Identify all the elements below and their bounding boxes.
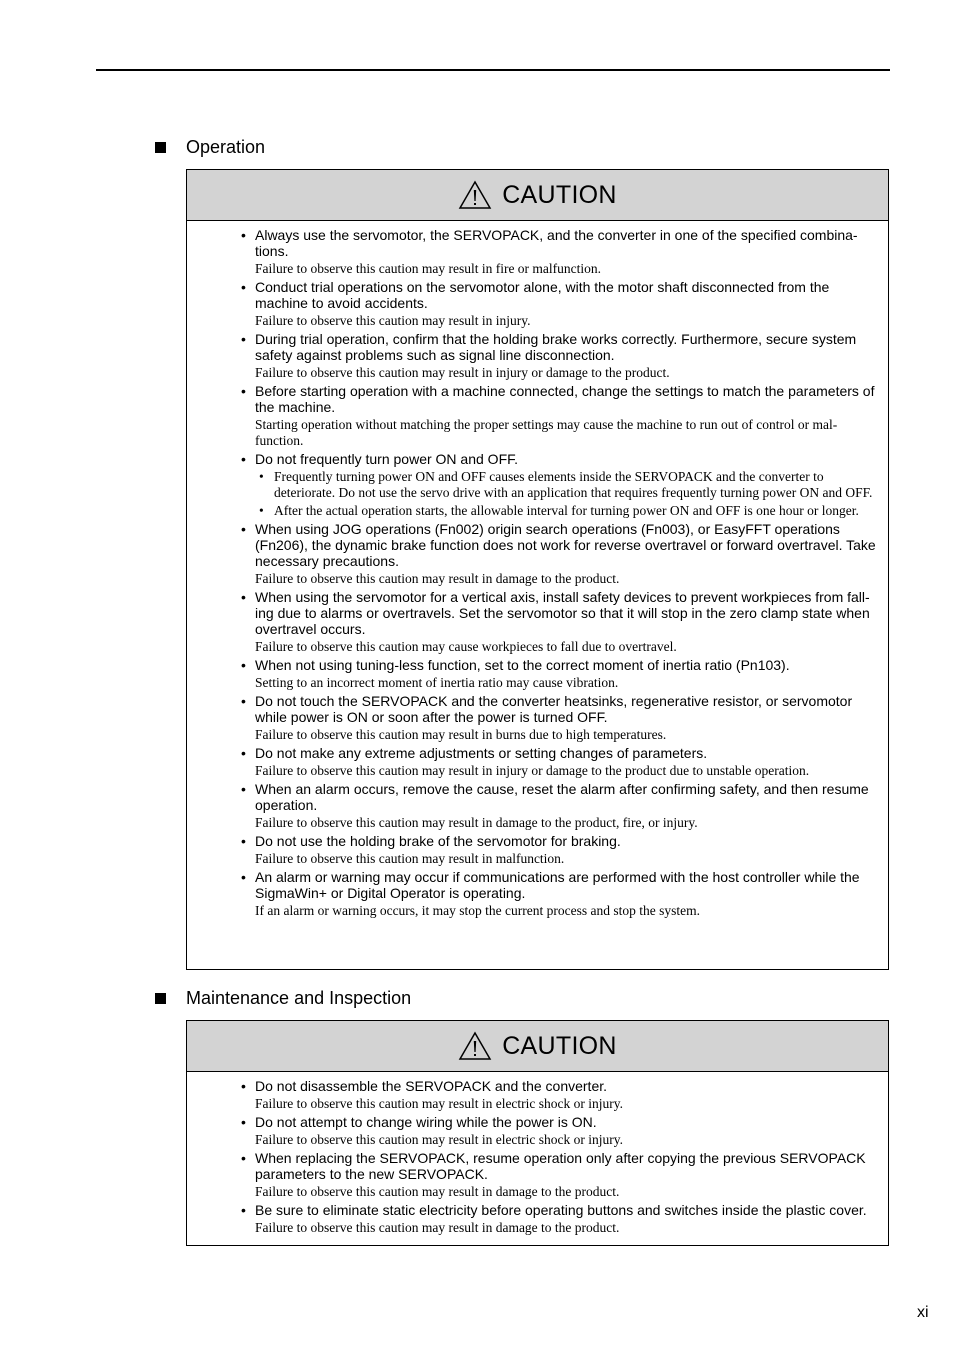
- item-note: Failure to observe this caution may result in burns due to high temperatures.: [255, 727, 667, 742]
- sub-item-text: After the actual operation starts, the allowable interval for turning power ON and OFF is one hour or longer.: [274, 503, 859, 518]
- item-text: When replacing the SERVOPACK, resume operation only after copying the previous SERVOPACK parameters to the new SERVOPACK.: [255, 1150, 866, 1182]
- item-text: Always use the servomotor, the SERVOPACK, and the converter in one of the specified combina-tions.: [255, 227, 858, 259]
- caution-body: [187, 1072, 888, 1246]
- sub-list: [255, 469, 882, 519]
- item-note: Failure to observe this caution may cause workpieces to fall due to overtravel.: [255, 639, 677, 654]
- item-note: Setting to an incorrect moment of inertia ratio may cause vibration.: [255, 675, 619, 690]
- section-heading-text: Maintenance and Inspection: [186, 988, 412, 1008]
- list-item: • When an alarm occurs, remove the cause, reset the alarm after confirming safety, and then resume operation. Failure to observe this caution may result in damage to the product, fire, or injury.: [241, 781, 882, 831]
- item-note: Failure to observe this caution may result in damage to the product.: [255, 1220, 620, 1235]
- item-note: Failure to observe this caution may result in injury.: [255, 313, 531, 328]
- item-note: Failure to observe this caution may result in fire or malfunction.: [255, 261, 602, 276]
- section-heading-maintenance: [155, 988, 411, 1008]
- list-item: • When using JOG operations (Fn002) origin search operations (Fn003), or EasyFFT operations (Fn206), the dynamic brake function does not work for reverse overtravel or forward overtravel. Take necessary precautions. Failure to observe this caution may result in damage to the product.: [241, 521, 882, 587]
- list-item: • When not using tuning-less function, set to the correct moment of inertia ratio (Pn103). Setting to an incorrect moment of inertia ratio may cause vibration.: [241, 657, 882, 691]
- item-text: Do not frequently turn power ON and OFF.: [255, 451, 519, 467]
- item-text: When using the servomotor for a vertical axis, install safety devices to prevent workpieces from fall-ing due to alarms or overtravels. Set the servomotor so that it will stop in the zero clamp state when overtravel occurs.: [255, 589, 870, 637]
- page-number: xi: [917, 1304, 929, 1321]
- item-note: Failure to observe this caution may result in injury or damage to the product due to unstable operation.: [255, 763, 810, 778]
- warning-triangle-icon: [458, 1031, 492, 1061]
- item-note: Failure to observe this caution may result in electric shock or injury.: [255, 1096, 624, 1111]
- top-rule: [96, 69, 890, 71]
- list-item: • Do not frequently turn power ON and OFF. • Frequently turning power ON and OFF causes elements inside the SERVOPACK and the converter to deteriorate. Do not use the servo drive with an application that requires frequently turning power ON and OFF. • After the actual operation starts, the allowable interval for turning power ON and OFF is one hour or longer.: [241, 451, 882, 519]
- item-text: Before starting operation with a machine connected, change the settings to match the parameters of the machine.: [255, 383, 875, 415]
- caution-body: [187, 221, 888, 929]
- item-note: Failure to observe this caution may result in injury or damage to the product.: [255, 365, 670, 380]
- item-note: Failure to observe this caution may result in malfunction.: [255, 851, 565, 866]
- item-text: An alarm or warning may occur if communications are performed with the host controller while the SigmaWin+ or Digital Operator is operating.: [255, 869, 860, 901]
- section-heading-operation: [155, 137, 265, 157]
- sub-list-item: • Frequently turning power ON and OFF causes elements inside the SERVOPACK and the converter to deteriorate. Do not use the servo drive with an application that requires frequently turning power ON and OFF.: [259, 469, 873, 500]
- item-text: Do not attempt to change wiring while the power is ON.: [255, 1114, 597, 1130]
- item-text: During trial operation, confirm that the holding brake works correctly. Furthermore, secure system safety against problems such as signal line disconnection.: [255, 331, 857, 363]
- item-note: Starting operation without matching the proper settings may cause the machine to run out of control or mal-function.: [255, 417, 838, 448]
- item-note: Failure to observe this caution may result in damage to the product, fire, or injury.: [255, 815, 698, 830]
- list-item: • Do not attempt to change wiring while the power is ON. Failure to observe this caution may result in electric shock or injury.: [241, 1114, 882, 1148]
- caution-title: CAUTION: [502, 1031, 617, 1060]
- item-text: Do not touch the SERVOPACK and the converter heatsinks, regenerative resistor, or servomotor while power is ON or soon after the power is turned OFF.: [255, 693, 853, 725]
- caution-header: [187, 170, 888, 221]
- sub-item-text: Frequently turning power ON and OFF causes elements inside the SERVOPACK and the converter to deteriorate. Do not use the servo drive with an application that requires frequently turning power ON and OFF.: [274, 469, 873, 500]
- list-item: • Do not touch the SERVOPACK and the converter heatsinks, regenerative resistor, or servomotor while power is ON or soon after the power is turned OFF. Failure to observe this caution may result in burns due to high temperatures.: [241, 693, 882, 743]
- list-item: • When using the servomotor for a vertical axis, install safety devices to prevent workpieces from fall-ing due to alarms or overtravels. Set the servomotor so that it will stop in the zero clamp state when overtravel occurs. Failure to observe this caution may cause workpieces to fall due to overtravel.: [241, 589, 882, 655]
- caution-title: CAUTION: [502, 180, 617, 209]
- item-text: Do not make any extreme adjustments or setting changes of parameters.: [255, 745, 708, 761]
- list-item: • Before starting operation with a machine connected, change the settings to match the parameters of the machine. Starting operation without matching the proper settings may cause the machine to run out of control or mal-function.: [241, 383, 882, 449]
- item-text: When using JOG operations (Fn002) origin search operations (Fn003), or EasyFFT operations (Fn206), the dynamic brake function does not work for reverse overtravel or forward overtravel. Take necessary precautions.: [255, 521, 876, 569]
- item-note: Failure to observe this caution may result in damage to the product.: [255, 1184, 620, 1199]
- list-item: • During trial operation, confirm that the holding brake works correctly. Furthermore, secure system safety against problems such as signal line disconnection. Failure to observe this caution may result in injury or damage to the product.: [241, 331, 882, 381]
- list-item: • Conduct trial operations on the servomotor alone, with the motor shaft disconnected from the machine to avoid accidents. Failure to observe this caution may result in injury.: [241, 279, 882, 329]
- caution-box-maintenance: [186, 1020, 889, 1246]
- list-item: • Be sure to eliminate static electricity before operating buttons and switches inside the plastic cover. Failure to observe this caution may result in damage to the product.: [241, 1202, 882, 1236]
- caution-box-operation: [186, 169, 889, 970]
- item-text: When an alarm occurs, remove the cause, reset the alarm after confirming safety, and then resume operation.: [255, 781, 869, 813]
- item-note: Failure to observe this caution may result in electric shock or injury.: [255, 1132, 624, 1147]
- warning-triangle-icon: [458, 180, 492, 210]
- item-note: Failure to observe this caution may result in damage to the product.: [255, 571, 620, 586]
- list-item: • Do not use the holding brake of the servomotor for braking. Failure to observe this caution may result in malfunction.: [241, 833, 882, 867]
- list-item: • Do not make any extreme adjustments or setting changes of parameters. Failure to observe this caution may result in injury or damage to the product due to unstable operation.: [241, 745, 882, 779]
- item-text: Conduct trial operations on the servomotor alone, with the motor shaft disconnected from the machine to avoid accidents.: [255, 279, 830, 311]
- list-item: • Do not disassemble the SERVOPACK and the converter. Failure to observe this caution may result in electric shock or injury.: [241, 1078, 882, 1112]
- square-bullet-icon: [155, 993, 166, 1004]
- square-bullet-icon: [155, 142, 166, 153]
- item-text: When not using tuning-less function, set to the correct moment of inertia ratio (Pn103).: [255, 657, 790, 673]
- list-item: • When replacing the SERVOPACK, resume operation only after copying the previous SERVOPACK parameters to the new SERVOPACK. Failure to observe this caution may result in damage to the product.: [241, 1150, 882, 1200]
- list-item: • Always use the servomotor, the SERVOPACK, and the converter in one of the specified combina-tions. Failure to observe this caution may result in fire or malfunction.: [241, 227, 882, 277]
- section-heading-text: Operation: [186, 137, 266, 157]
- item-text: Be sure to eliminate static electricity before operating buttons and switches inside the plastic cover.: [255, 1202, 867, 1218]
- caution-header: [187, 1021, 888, 1072]
- item-note: If an alarm or warning occurs, it may stop the current process and stop the system.: [255, 903, 700, 918]
- item-text: Do not use the holding brake of the servomotor for braking.: [255, 833, 621, 849]
- item-text: Do not disassemble the SERVOPACK and the converter.: [255, 1078, 608, 1094]
- list-item: • An alarm or warning may occur if communications are performed with the host controller while the SigmaWin+ or Digital Operator is operating. If an alarm or warning occurs, it may stop the current process and stop the system.: [241, 869, 882, 919]
- sub-list-item: • After the actual operation starts, the allowable interval for turning power ON and OFF is one hour or longer.: [259, 503, 859, 518]
